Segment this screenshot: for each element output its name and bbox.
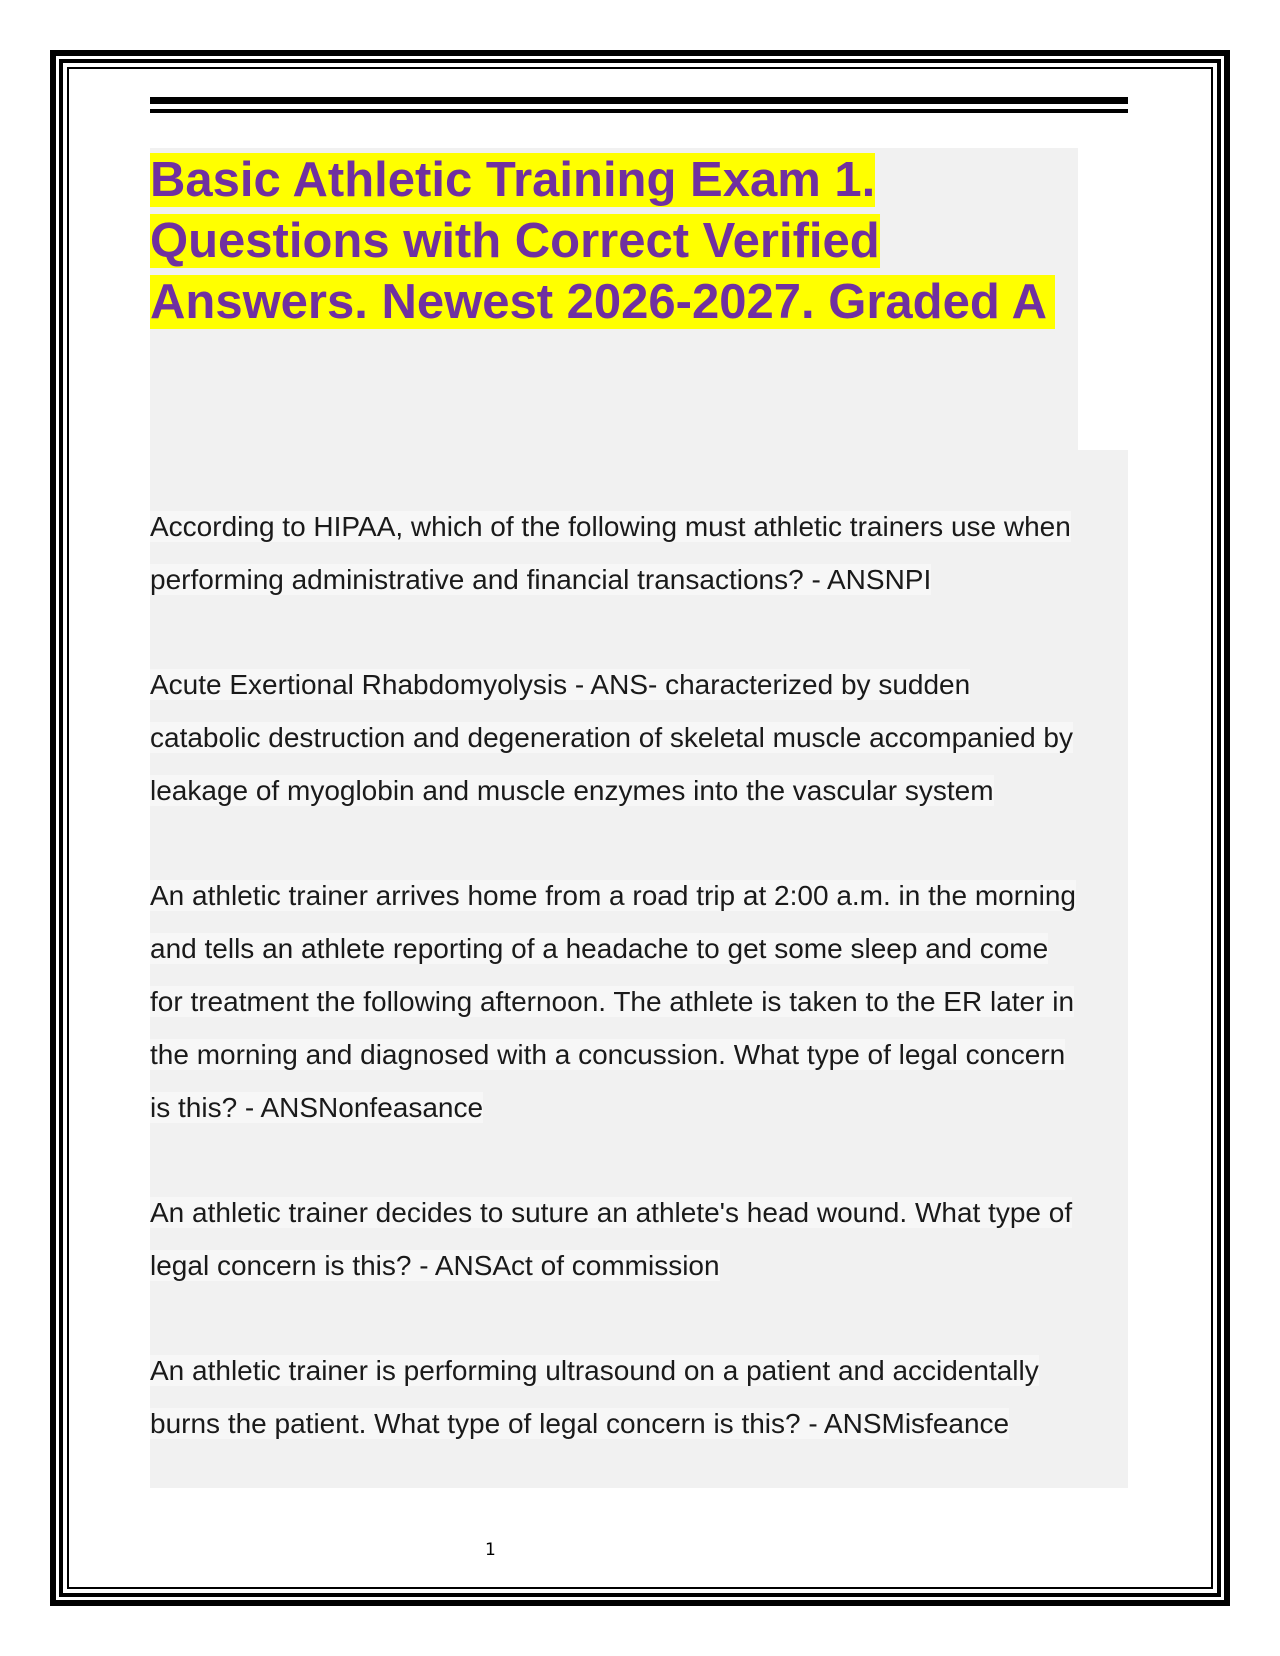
qa-entry: [150, 1186, 1130, 1292]
qa-entry: [150, 869, 1130, 1134]
qa-list: [150, 500, 1130, 1502]
qa-entry-text: An athletic trainer is performing ultrasound on a patient and accidentally burns the patient. What type of legal concern is this? - ANSMisfeance: [150, 1355, 1039, 1439]
qa-entry-text: An athletic trainer decides to suture an athlete's head wound. What type of legal concern is this? - ANSAct of commission: [150, 1197, 1073, 1281]
document-title: [150, 150, 1090, 333]
header-rule-thick: [150, 97, 1128, 104]
qa-entry-text: According to HIPAA, which of the following must athletic trainers use when performing administrative and financial transactions? - ANSNPI: [150, 511, 1071, 595]
page-number: 1: [485, 1540, 496, 1560]
qa-entry: [150, 1344, 1130, 1450]
document-title-text: Basic Athletic Training Exam 1. Questions with Correct Verified Answers. Newest 2026-2027. Graded A: [150, 153, 1055, 329]
qa-entry: [150, 658, 1130, 817]
header-rule-thin: [150, 109, 1128, 113]
qa-entry-text: Acute Exertional Rhabdomyolysis - ANS- characterized by sudden catabolic destruction and degeneration of skeletal muscle accompanied by leakage of myoglobin and muscle enzymes into the vascular system: [150, 669, 1074, 806]
qa-entry-text: An athletic trainer arrives home from a road trip at 2:00 a.m. in the morning and tells an athlete reporting of a headache to get some sleep and come for treatment the following afternoon. The athlete is taken to the ER later in the morning and diagnosed with a concussion. What type of legal concern is this? - ANSNonfeasance: [150, 880, 1076, 1123]
qa-entry: [150, 500, 1130, 606]
